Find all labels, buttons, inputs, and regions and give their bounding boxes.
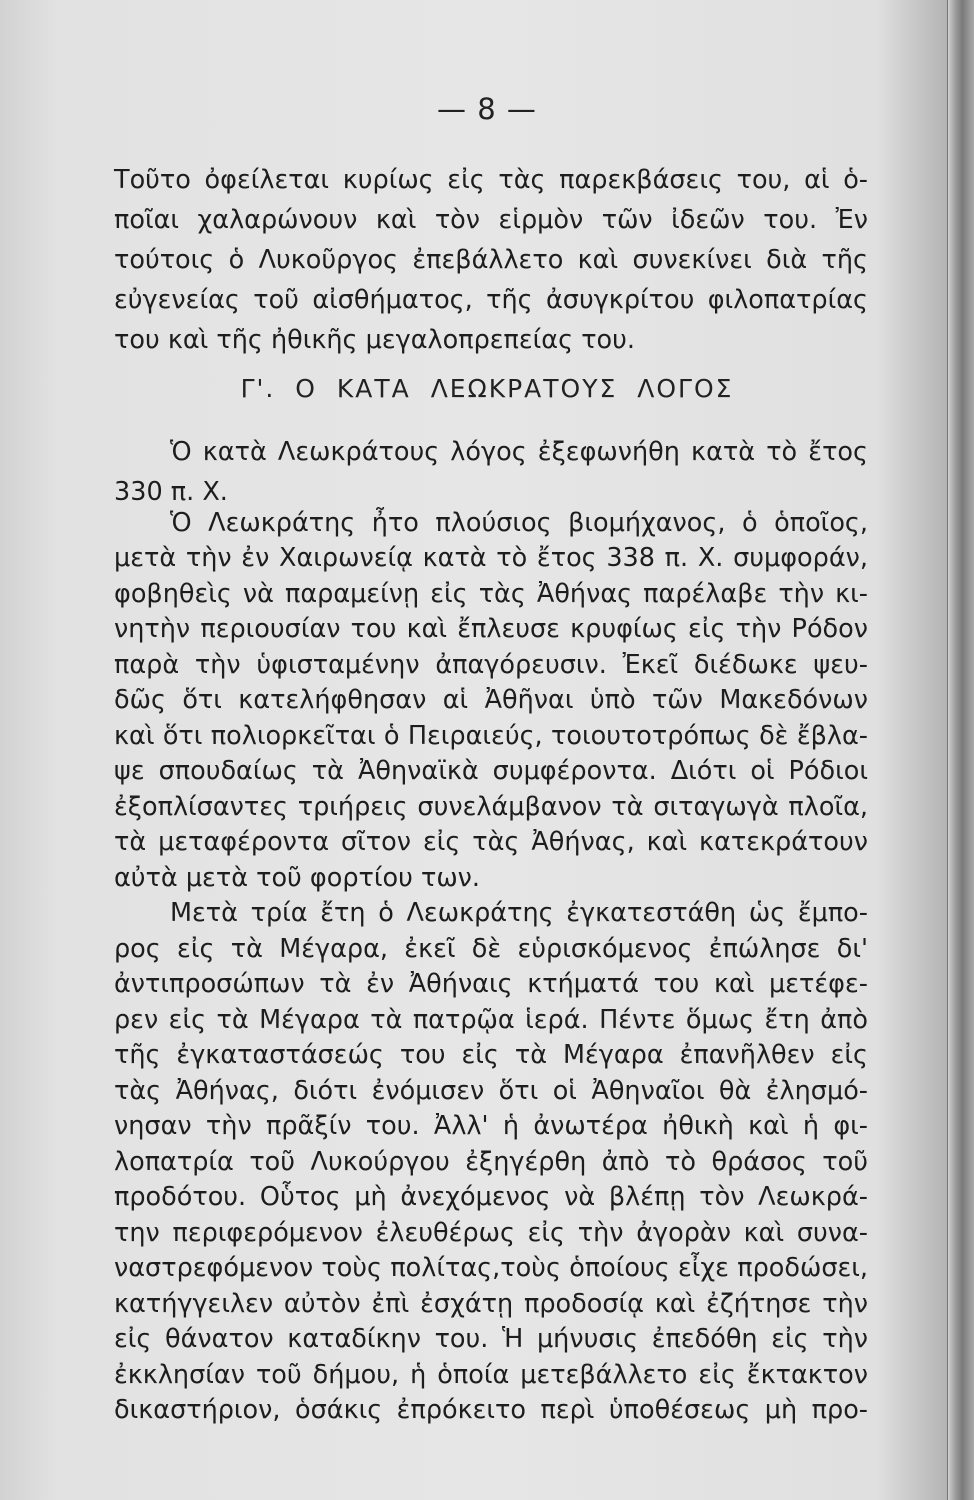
text-line: ποῖαι χαλαρώνουν καὶ τὸν εἱρμὸν τῶν ἰδεῶν του. Ἐν: [114, 205, 868, 235]
text-line: καὶ ὅτι πολιορκεῖται ὁ Πειραιεύς, τοιουτοτρόπως δὲ ἔβλα-: [114, 721, 868, 751]
text-line: την περιφερόμενον ἐλευθέρως εἰς τὴν ἀγορὰν καὶ συνα-: [114, 1218, 868, 1248]
text-line: προδότου. Οὗτος μὴ ἀνεχόμενος νὰ βλέπῃ τὸν Λεωκρά-: [114, 1182, 868, 1212]
text-line: εὐγενείας τοῦ αἰσθήματος, τῆς ἀσυγκρίτου φιλοπατρίας: [114, 285, 868, 315]
text-line: ρεν εἰς τὰ Μέγαρα τὰ πατρῷα ἱερά. Πέντε ὅμως ἔτη ἀπὸ: [114, 1005, 868, 1035]
text-line: Ὁ Λεωκράτης ἦτο πλούσιος βιομήχανος, ὁ ὁποῖος,: [170, 508, 868, 538]
text-line: Μετὰ τρία ἔτη ὁ Λεωκράτης ἐγκατεστάθη ὡς ἔμπο-: [170, 898, 868, 928]
text-line: παρὰ τὴν ὑφισταμένην ἀπαγόρευσιν. Ἐκεῖ διέδωκε ψευ-: [114, 650, 868, 680]
text-line: τῆς ἐγκαταστάσεώς του εἰς τὰ Μέγαρα ἐπανῆλθεν εἰς: [114, 1040, 868, 1070]
text-line: λοπατρία τοῦ Λυκούργου ἐξηγέρθη ἀπὸ τὸ θράσος τοῦ: [114, 1147, 868, 1177]
text-line: δικαστήριον, ὁσάκις ἐπρόκειτο περὶ ὑποθέσεως μὴ προ-: [114, 1395, 868, 1425]
text-line: εἰς θάνατον καταδίκην του. Ἡ μήνυσις ἐπεδόθη εἰς τὴν: [114, 1324, 868, 1354]
text-line: αὐτὰ μετὰ τοῦ φορτίου των.: [114, 863, 481, 893]
text-line: φοβηθεὶς νὰ παραμείνῃ εἰς τὰς Ἀθήνας παρέλαβε τὴν κι-: [114, 579, 868, 609]
page-number: — 8 —: [437, 92, 537, 126]
text-line: δῶς ὅτι κατελήφθησαν αἱ Ἀθῆναι ὑπὸ τῶν Μακεδόνων: [114, 685, 868, 715]
text-line: τούτοις ὁ Λυκοῦργος ἐπεβάλλετο καὶ συνεκίνει διὰ τῆς: [114, 245, 868, 275]
text-line: τὰς Ἀθήνας, διότι ἐνόμισεν ὅτι οἱ Ἀθηναῖοι θὰ ἐλησμό-: [114, 1076, 868, 1106]
text-line: μετὰ τὴν ἐν Χαιρωνείᾳ κατὰ τὸ ἔτος 338 π. Χ. συμφοράν,: [114, 543, 868, 573]
text-line: ἐκκλησίαν τοῦ δήμου, ἡ ὁποία μετεβάλλετο εἰς ἔκτακτον: [114, 1360, 868, 1390]
text-line: νητὴν περιουσίαν του καὶ ἔπλευσε κρυφίως εἰς τὴν Ρόδον: [114, 614, 868, 644]
text-line: ναστρεφόμενον τοὺς πολίτας,τοὺς ὁποίους εἶχε προδώσει,: [114, 1253, 868, 1283]
text-line: Τοῦτο ὀφείλεται κυρίως εἰς τὰς παρεκβάσεις του, αἱ ὁ-: [114, 165, 868, 195]
text-line: Ὁ κατὰ Λεωκράτους λόγος ἐξεφωνήθη κατὰ τὸ ἔτος: [170, 437, 868, 467]
text-line: του καὶ τῆς ἠθικῆς μεγαλοπρεπείας του.: [114, 325, 636, 355]
text-line: ρος εἰς τὰ Μέγαρα, ἐκεῖ δὲ εὑρισκόμενος ἐπώλησε δι': [114, 934, 868, 964]
text-line: 330 π. Χ.: [114, 477, 228, 507]
text-line: κατήγγειλεν αὐτὸν ἐπὶ ἐσχάτῃ προδοσίᾳ καὶ ἐζήτησε τὴν: [114, 1289, 868, 1319]
text-line: τὰ μεταφέροντα σῖτον εἰς τὰς Ἀθήνας, καὶ κατεκράτουν: [114, 827, 868, 857]
text-line: νησαν τὴν πρᾶξίν του. Ἀλλ' ἡ ἀνωτέρα ἠθικὴ καὶ ἡ φι-: [114, 1111, 868, 1141]
text-line: ἀντιπροσώπων τὰ ἐν Ἀθήναις κτήματά του καὶ μετέφε-: [114, 969, 868, 999]
text-line: ἐξοπλίσαντες τριήρεις συνελάμβανον τὰ σιταγωγὰ πλοῖα,: [114, 792, 868, 822]
section-heading: Γ'. Ο ΚΑΤΑ ΛΕΩΚΡΑΤΟΥΣ ΛΟΓΟΣ: [240, 374, 734, 403]
page-edge: [947, 0, 974, 1500]
text-line: ψε σπουδαίως τὰ Ἀθηναϊκὰ συμφέροντα. Διότι οἱ Ρόδιοι: [114, 756, 868, 786]
